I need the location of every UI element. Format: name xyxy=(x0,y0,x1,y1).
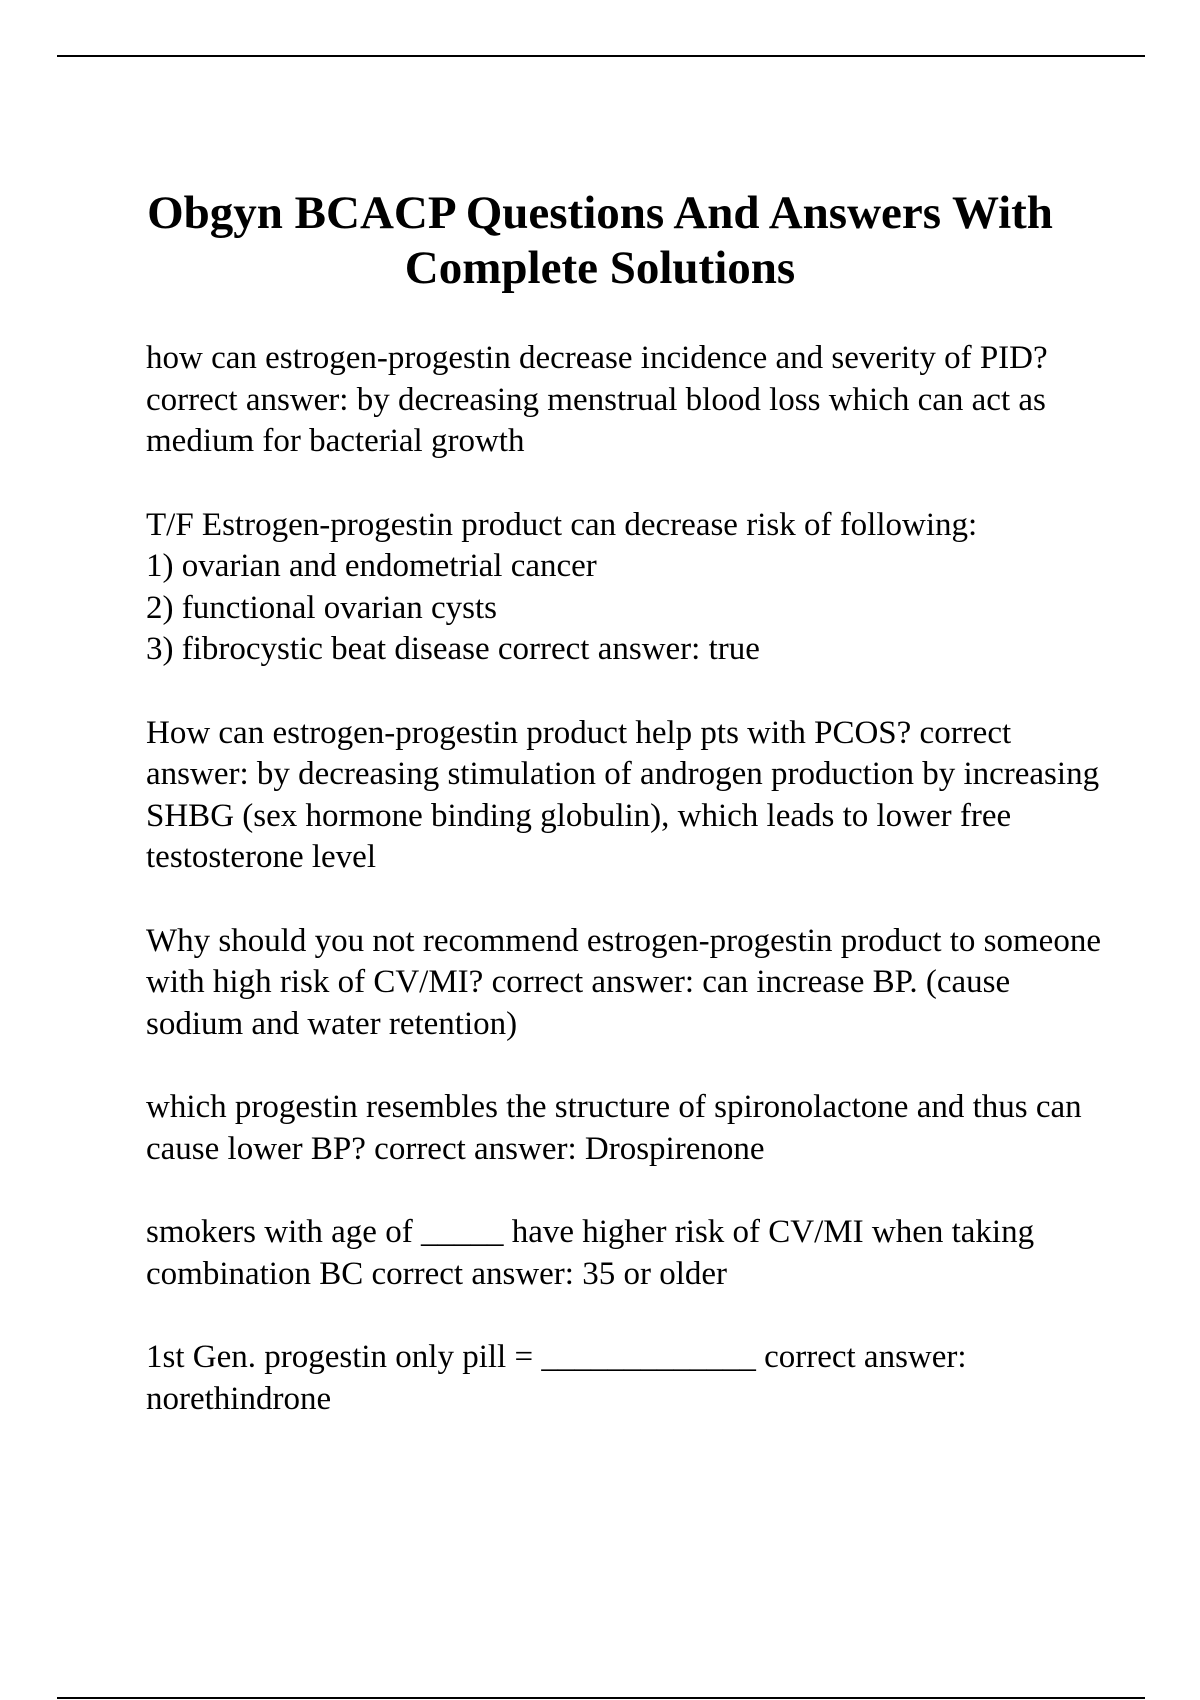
qa-item-6: smokers with age of _____ have higher risk of CV/MI when taking combination BC correct answer: 35 or older xyxy=(146,1214,1035,1292)
qa-item-3: How can estrogen-progestin product help pts with PCOS? correct answer: by decreasing stimulation of androgen production by increasing SHBG (sex hormone binding globulin), which leads to lower free testosterone level xyxy=(146,714,1100,875)
qa-item-1: how can estrogen-progestin decrease incidence and severity of PID? correct answer: by decreasing menstrual blood loss which can act as medium for bacterial growth xyxy=(146,340,1048,459)
qa-item-7: 1st Gen. progestin only pill = _____________ correct answer: norethindrone xyxy=(146,1339,967,1417)
qa-list xyxy=(146,338,1106,1462)
page-title: Obgyn BCACP Questions And Answers With Complete Solutions xyxy=(147,187,1053,294)
top-rule xyxy=(57,55,1145,57)
bottom-rule xyxy=(57,1697,1145,1699)
qa-item-2: T/F Estrogen-progestin product can decrease risk of following: 1) ovarian and endometrial cancer 2) functional ovarian cysts 3) fibrocystic beat disease correct answer: true xyxy=(146,506,978,667)
qa-item-5: which progestin resembles the structure of spironolactone and thus can cause lower BP? correct answer: Drospirenone xyxy=(146,1089,1082,1167)
qa-item-4: Why should you not recommend estrogen-progestin product to someone with high risk of CV/MI? correct answer: can increase BP. (cause sodium and water retention) xyxy=(146,922,1101,1042)
